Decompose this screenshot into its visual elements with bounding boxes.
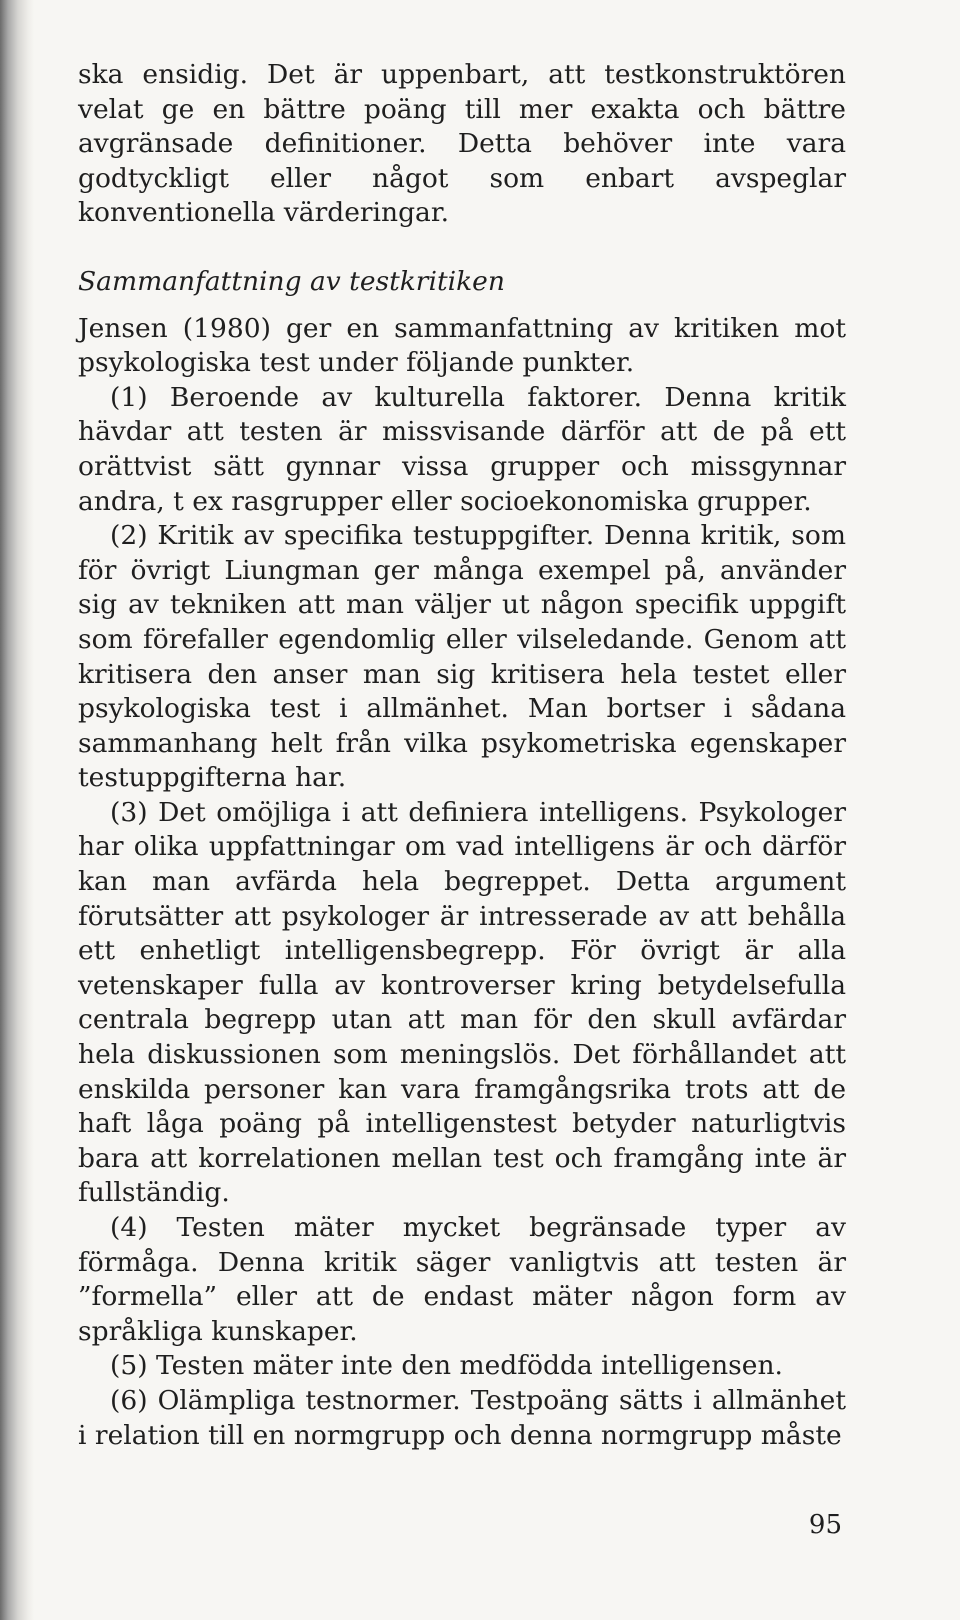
- binding-shadow: [0, 0, 34, 1620]
- paragraph-point-5: (5) Testen mäter inte den medfödda intelligensen.: [110, 1350, 783, 1382]
- section-heading: Sammanfattning av testkritiken: [78, 265, 505, 297]
- paragraph-point-2: (2) Kritik av specifika testuppgifter. Denna kritik, som för övrigt Liungman ger många exempel på, använder sig av tekniken att man väljer ut någon specifik uppgift som förefaller egendomlig eller vilseledande. Genom att kritisera den anser man sig kritisera hela testet eller psykologiska test i allmänhet. Man bortser i sådana sammanhang helt från vilka psykometriska egenskaper testuppgifterna har.: [78, 520, 846, 794]
- paragraph-point-1: (1) Beroende av kulturella faktorer. Denna kritik hävdar att testen är missvisande därför att de på ett orättvist sätt gynnar vissa grupper och missgynnar andra, t ex rasgrupper eller socioekonomiska grupper.: [78, 381, 846, 517]
- paragraph-intro: ska ensidig. Det är uppenbart, att testkonstruktören velat ge en bättre poäng till mer exakta och bättre avgränsade definitioner. Detta behöver inte vara godtyckligt eller något som enbart avspeglar konventionella värderingar.: [78, 59, 846, 229]
- paragraph-summary: Jensen (1980) ger en sammanfattning av kritiken mot psykologiska test under följande punkter.: [78, 312, 846, 379]
- paragraph-point-4: (4) Testen mäter mycket begränsade typer av förmåga. Denna kritik säger vanligtvis att testen är ”formella” eller att de endast mäter någon form av språkliga kunskaper.: [78, 1212, 846, 1347]
- page-number: 95: [808, 1510, 842, 1540]
- body-text: [78, 58, 846, 1453]
- paragraph-point-3: (3) Det omöjliga i att definiera intelligens. Psykologer har olika uppfattningar om vad intelligens är och därför kan man avfärda hela begreppet. Detta argument förutsätter att psykologer är intresserade av att behålla ett enhetligt intelligensbegrepp. För övrigt är alla vetenskaper fulla av kontroverser kring betydelsefulla centrala begrepp utan att man för den skull avfärdar hela diskussionen som meningslös. Det förhållandet att enskilda personer kan vara framgångsrika trots att de haft låga poäng på intelligenstest betyder naturligtvis bara att korrelationen mellan test och framgång inte är fullständig.: [78, 796, 846, 1209]
- paragraph-point-6: (6) Olämpliga testnormer. Testpoäng sätts i allmänhet i relation till en normgrupp och denna normgrupp måste: [78, 1384, 846, 1451]
